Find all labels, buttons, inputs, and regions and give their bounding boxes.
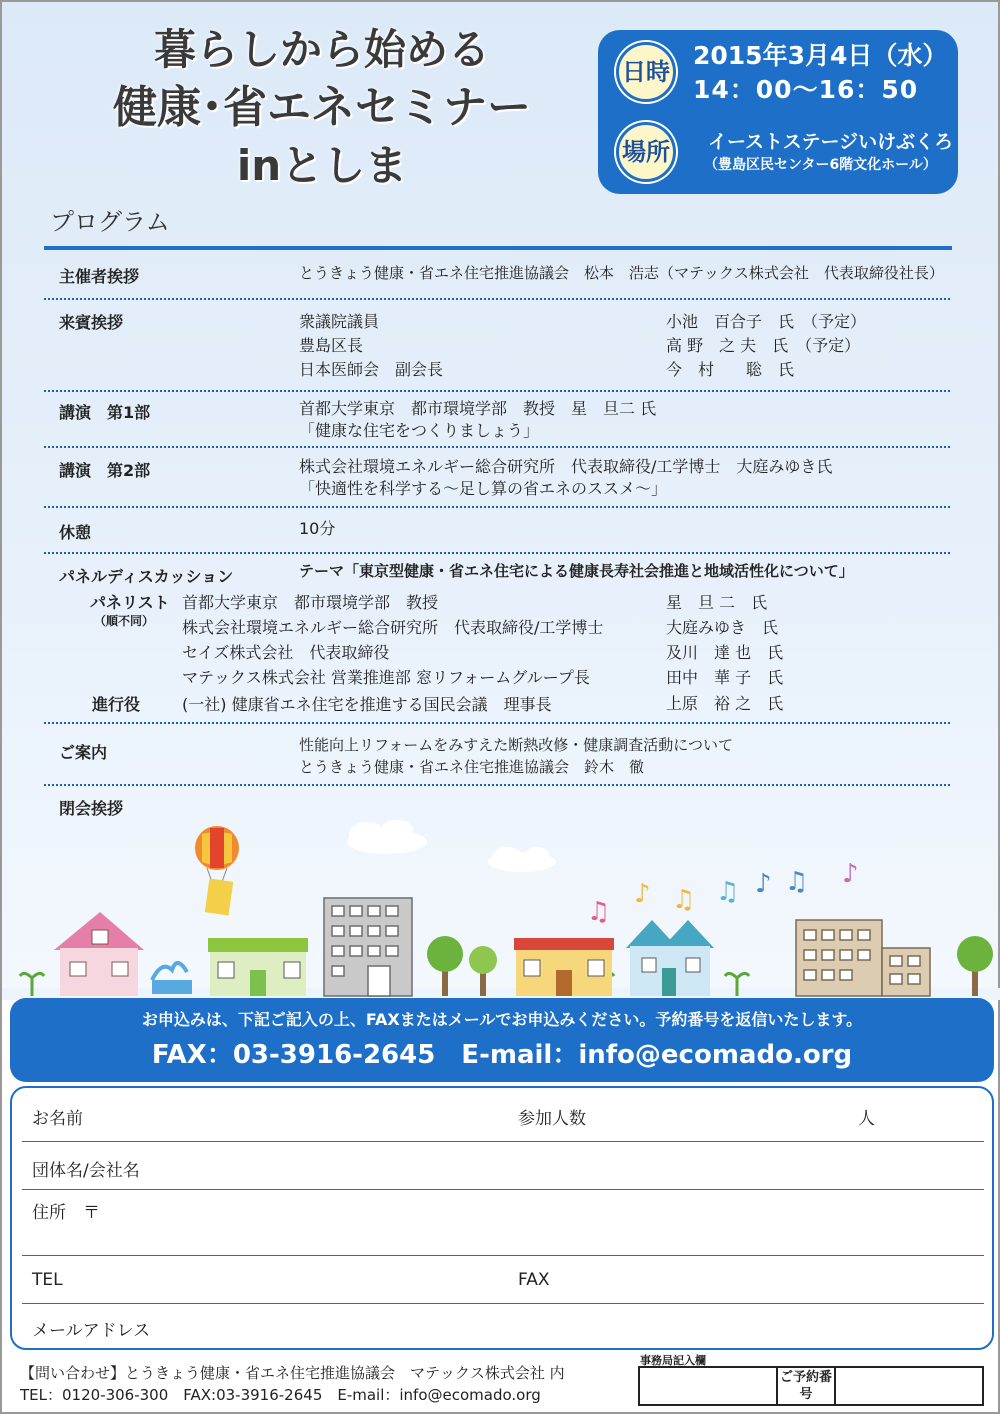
fountain-illustration <box>152 963 192 994</box>
guest-label: 来賓挨拶 <box>59 313 124 332</box>
event-date: 2015年3月4日（水） <box>693 41 948 70</box>
program-heading-rule <box>44 246 952 250</box>
lecture1-label: 講演 第1部 <box>59 403 151 422</box>
shop-illustration <box>208 938 308 996</box>
program-row-lecture-1 <box>44 392 950 448</box>
place-label-badge: 場所 <box>616 122 676 182</box>
store-illustration <box>514 938 614 996</box>
lecture2-label: 講演 第2部 <box>59 461 151 480</box>
lecture1-speaker: 首都大学東京 都市環境学部 教授 星 旦二 氏 <box>299 399 657 418</box>
attendees-field-label: 参加人数 <box>518 1109 586 1129</box>
cloud-icon <box>347 820 556 872</box>
tel-field-label: TEL <box>32 1270 63 1290</box>
panelist-name: 大庭みゆき 氏 <box>666 618 779 637</box>
moderator-name: 上原 裕 之 氏 <box>666 694 784 713</box>
panelist-orgs <box>182 590 603 690</box>
svg-text:♫: ♫ <box>785 867 809 897</box>
seminar-title <box>62 22 582 194</box>
music-notes-icon <box>587 859 859 927</box>
email-field-label: メールアドレス <box>32 1321 151 1341</box>
svg-text:♫: ♫ <box>716 877 740 907</box>
office-building-illustration <box>796 920 930 996</box>
guide-line-1: 性能向上リフォームをみすえた断熱改修・健康調査活動について <box>299 736 733 754</box>
panelist-note: （順不同） <box>94 614 155 628</box>
guest-name: 高 野 之 夫 氏 （予定） <box>666 336 861 355</box>
application-form <box>10 1086 994 1350</box>
program-heading: プログラム <box>50 208 170 236</box>
reservation-number-label: ご予約番号 <box>776 1368 836 1404</box>
inquiry-org: 【問い合わせ】とうきょう健康・省エネ住宅推進協議会 マテックス株式会社 内 <box>20 1364 565 1382</box>
lecture1-topic: 「健康な住宅をつくりましょう」 <box>299 421 540 440</box>
program-row-lecture-2 <box>44 448 950 508</box>
balloon-icon <box>195 826 239 916</box>
program-row-break <box>44 508 950 554</box>
panelist-name: 及川 達 也 氏 <box>666 643 784 662</box>
house-illustration <box>54 912 144 996</box>
program-row-panel <box>44 554 950 724</box>
guide-label: ご案内 <box>59 743 108 762</box>
host-label: 主催者挨拶 <box>59 267 140 286</box>
company-field-label: 団体名/会社名 <box>32 1161 140 1181</box>
program-row-guide <box>44 724 950 786</box>
office-use-box <box>638 1366 984 1406</box>
inquiry-numbers: TEL：0120-306-300 FAX:03-3916-2645 E-mail：info@ecomado.org <box>20 1386 541 1404</box>
office-use-label: 事務局記入欄 <box>640 1354 706 1367</box>
event-info-box <box>598 30 958 194</box>
panelist-org: マテックス株式会社 営業推進部 窓リフォームグループ長 <box>182 668 590 687</box>
guest-role: 日本医師会 副会長 <box>299 360 444 379</box>
title-line-2: 健康･省エネセミナー <box>113 82 531 133</box>
program-row-host <box>44 252 950 300</box>
form-row-tel-fax <box>22 1256 984 1304</box>
date-label-badge: 日時 <box>616 42 676 102</box>
guest-names <box>666 310 866 382</box>
inquiry-contact <box>20 1362 565 1406</box>
panelist-label: パネリスト <box>90 593 170 612</box>
panelist-name: 星 旦 二 氏 <box>666 593 768 612</box>
event-venue-detail: （豊島区民センター6階文化ホール） <box>704 157 937 173</box>
guest-roles <box>299 310 443 382</box>
panel-theme: テーマ「東京型健康・省エネ住宅による健康長寿社会推進と地域活性化について」 <box>299 562 854 580</box>
guest-role: 豊島区長 <box>299 336 364 355</box>
svg-text:♪: ♪ <box>634 879 651 909</box>
twin-house-illustration <box>626 920 714 996</box>
fax-email-contact: FAX：03-3916-2645 E-mail：info@ecomado.org <box>151 1040 853 1070</box>
panelist-name: 田中 華 子 氏 <box>666 668 784 687</box>
moderator-org: (一社) 健康省エネ住宅を推進する国民会議 理事長 <box>182 695 552 714</box>
address-field-label: 住所 〒 <box>32 1203 100 1223</box>
title-line-3: inとしま <box>236 141 408 190</box>
application-instructions: お申込みは、下記ご記入の上、FAXまたはメールでお申込みください。予約番号を返信いたします。 <box>141 1010 863 1029</box>
town-illustration <box>2 820 1000 1000</box>
guest-name: 今 村 聡 氏 <box>666 360 795 379</box>
panelist-org: セイズ株式会社 代表取締役 <box>182 643 390 662</box>
application-banner <box>10 998 994 1082</box>
guest-role: 衆議院議員 <box>299 312 380 331</box>
panelist-org: 株式会社環境エネルギー総合研究所 代表取締役/工学博士 <box>182 618 604 637</box>
moderator-label: 進行役 <box>92 695 141 714</box>
panelist-org: 首都大学東京 都市環境学部 教授 <box>182 593 439 612</box>
fax-field-label: FAX <box>518 1270 550 1290</box>
form-row-name <box>22 1088 984 1142</box>
break-text: 10分 <box>299 519 336 538</box>
attendees-unit: 人 <box>858 1109 875 1129</box>
program-row-guest <box>44 300 950 392</box>
event-venue: イーストステージいけぶくろ <box>708 131 954 153</box>
svg-text:♫: ♫ <box>587 897 611 927</box>
lecture2-speaker: 株式会社環境エネルギー総合研究所 代表取締役/工学博士 大庭みゆき氏 <box>299 457 833 476</box>
guest-name: 小池 百合子 氏 （予定） <box>666 312 867 331</box>
closing-label: 閉会挨拶 <box>59 799 124 818</box>
svg-text:♫: ♫ <box>672 885 696 915</box>
title-line-1: 暮らしから始める <box>153 25 490 74</box>
lecture2-topic: 「快適性を科学する～足し算の省エネのススメ～」 <box>299 479 668 498</box>
event-time: 14：00〜16：50 <box>693 75 919 104</box>
guide-line-2: とうきょう健康・省エネ住宅推進協議会 鈴木 徹 <box>299 758 645 776</box>
panel-label: パネルディスカッション <box>59 567 234 586</box>
form-row-address <box>22 1190 984 1256</box>
host-text: とうきょう健康・省エネ住宅推進協議会 松本 浩志（マテックス株式会社 代表取締役社長） <box>299 264 944 282</box>
name-field-label: お名前 <box>32 1109 83 1129</box>
panelist-names <box>666 590 783 690</box>
svg-text:♪: ♪ <box>755 869 772 899</box>
form-row-company <box>22 1142 984 1190</box>
apartment-building-illustration <box>324 898 412 996</box>
svg-text:♪: ♪ <box>842 859 859 889</box>
break-label: 休憩 <box>59 523 92 542</box>
